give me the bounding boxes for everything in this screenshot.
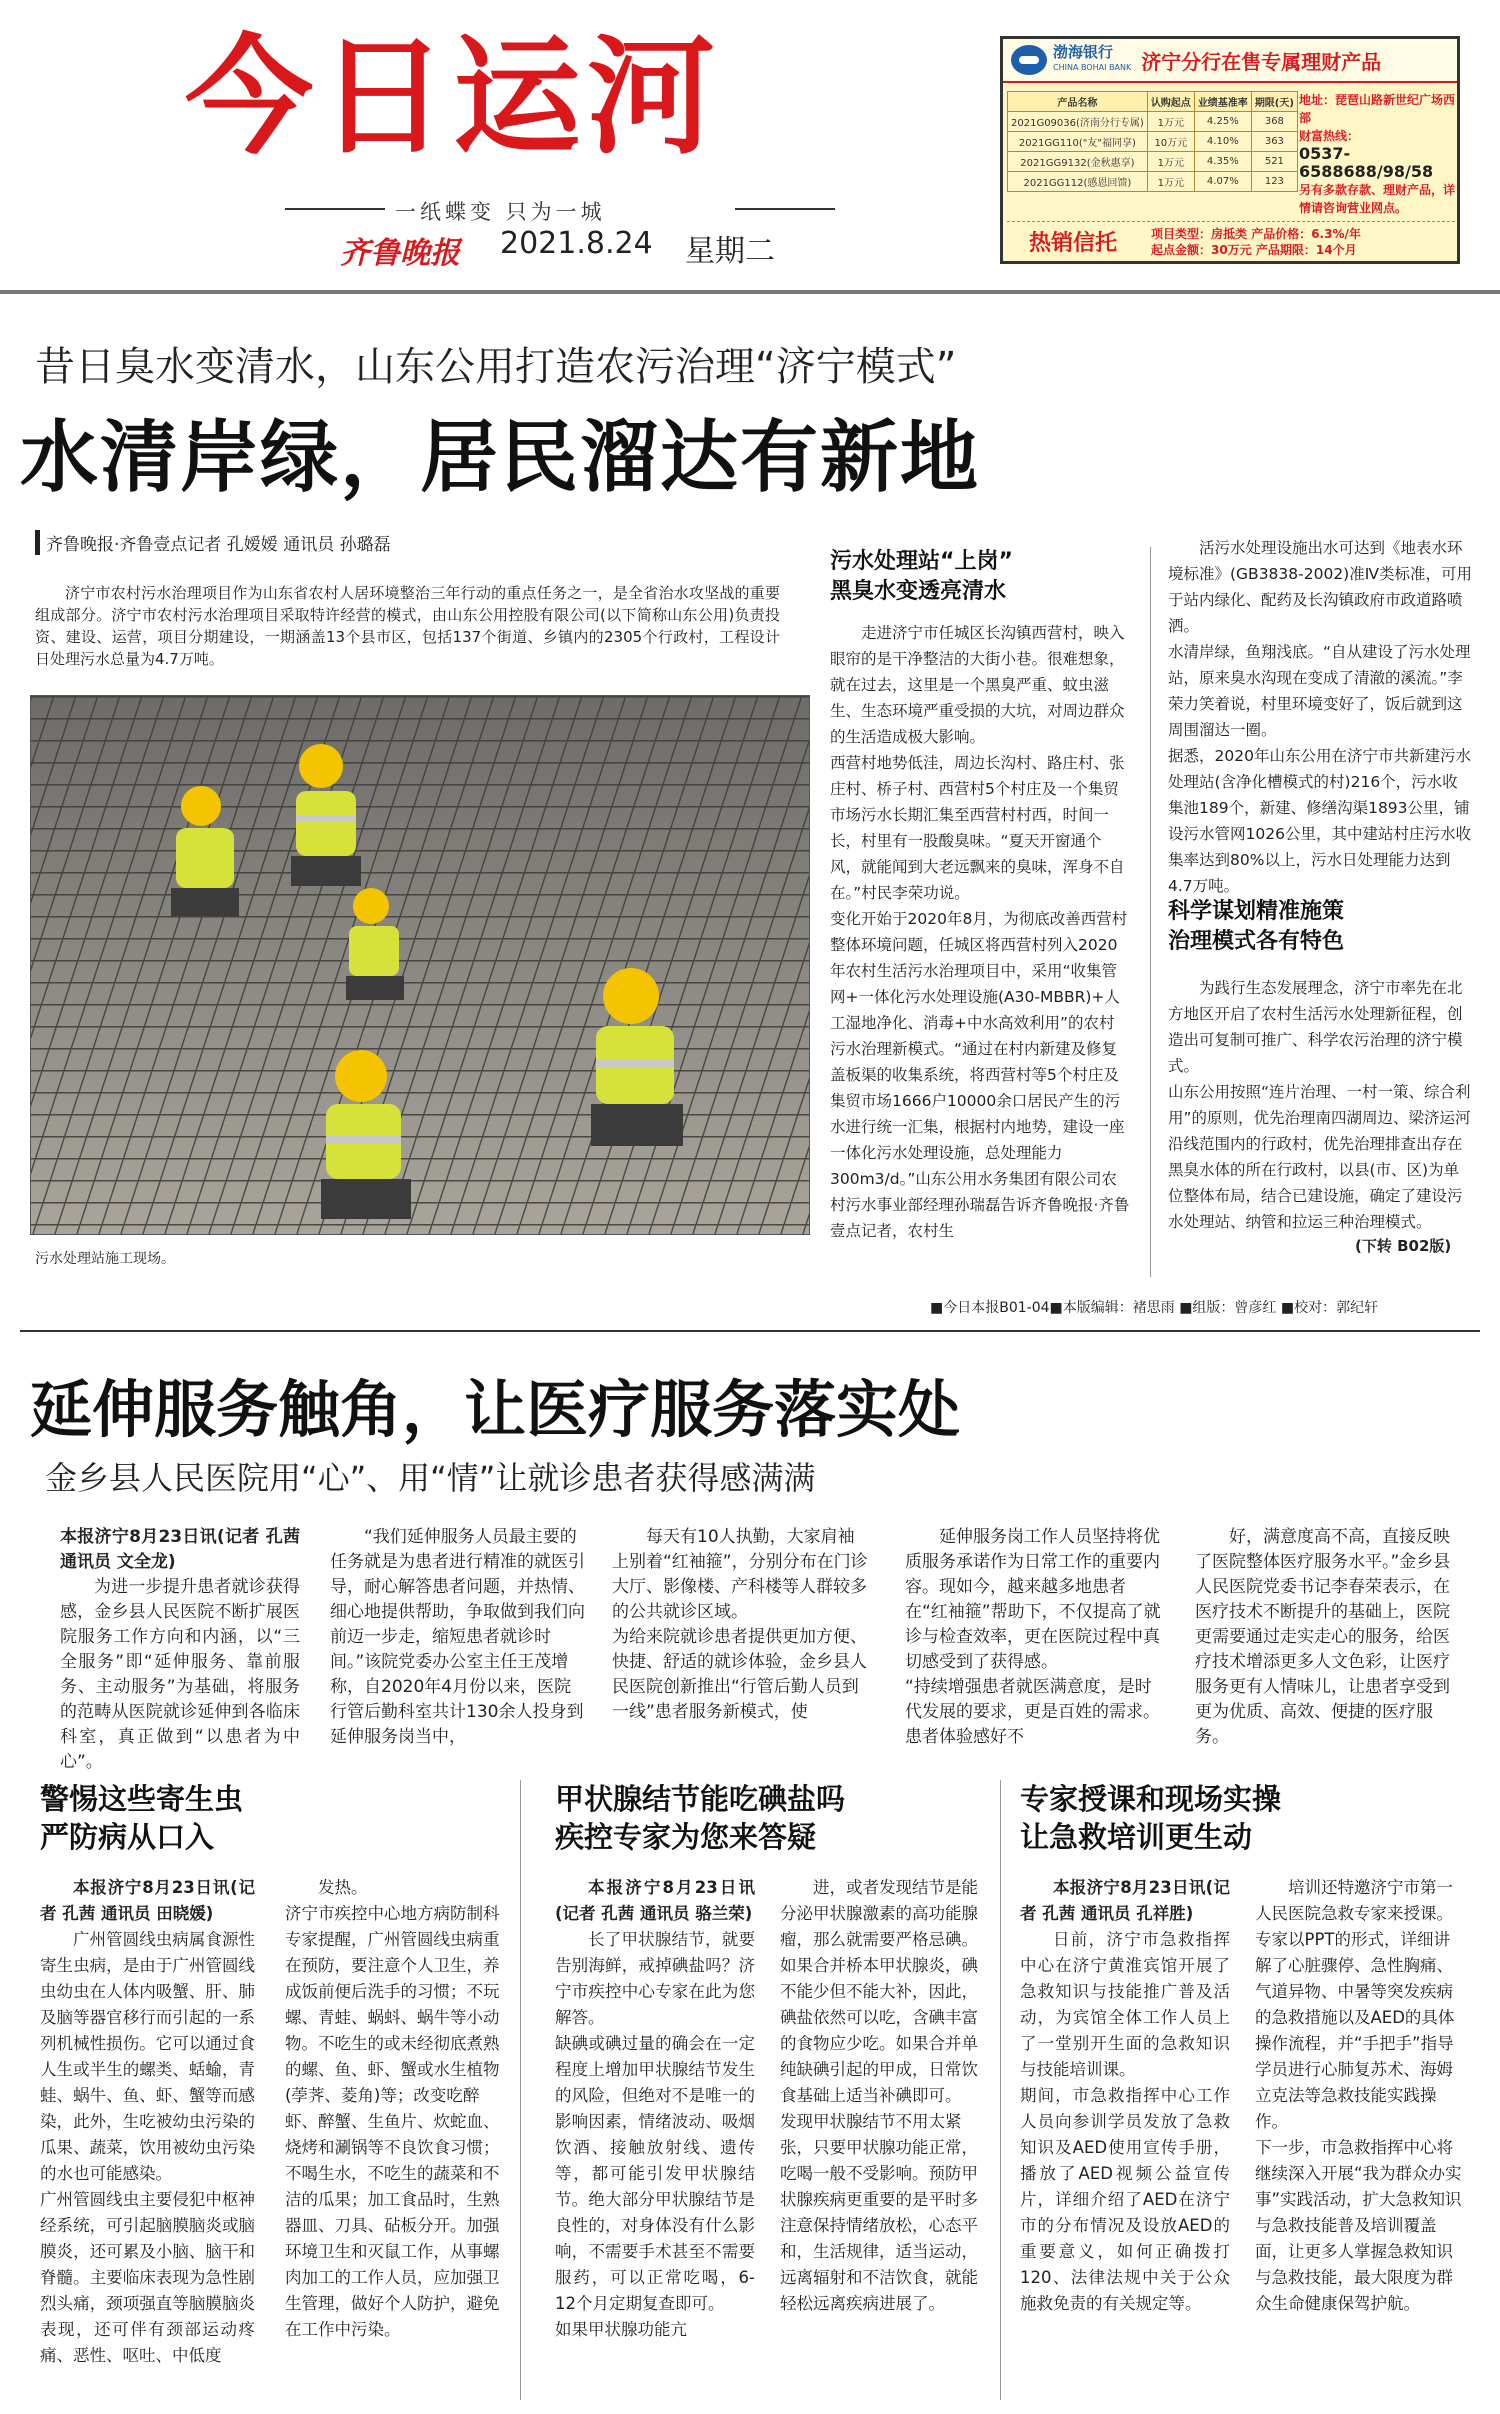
article2-headline: 延伸服务触角，让医疗服务落实处 bbox=[30, 1373, 961, 1446]
article5-column-1 bbox=[1020, 1875, 1230, 2317]
trust-terms: 项目类型：房抵类 产品价格：6.3%/年 起点金额：30万元 产品期限：14个月 bbox=[1151, 226, 1361, 257]
ad-table-row bbox=[1008, 112, 1298, 132]
column-divider-2 bbox=[520, 1780, 521, 2400]
article4-dateline: 本报济宁8月23日讯(记者 孔茜 通讯员 骆兰荣) bbox=[555, 1878, 755, 1923]
ad-table-row bbox=[1008, 132, 1298, 152]
article2-column-3: 每天有10人执勤，大家肩袖上别着“红袖箍”，分别分布在门诊大厅、影像楼、产科楼等人群较多的公共就诊区域。 为给来院就诊患者提供更加方便、快捷、舒适的就诊体验，金乡县人民医院创新推出“行管后勤人员到一线”患者服务新模式，使 bbox=[612, 1527, 868, 1722]
ad-trust-row bbox=[1007, 221, 1455, 261]
ad-title: 济宁分行在售专属理财产品 bbox=[1141, 49, 1382, 74]
ad-table-cell: 2021G09036(济南分行专属) bbox=[1008, 112, 1148, 132]
article5-headline: 专家授课和现场实操 让急救培训更生动 bbox=[1020, 1782, 1282, 1854]
ad-table-cell: 2021GG110("友"福同享) bbox=[1008, 132, 1148, 152]
article2-kicker: 金乡县人民医院用“心”、用“情”让就诊患者获得感满满 bbox=[45, 1459, 816, 1497]
paper-name-logo: 齐鲁晚报 bbox=[340, 236, 460, 271]
article4-col1-text: 长了甲状腺结节，就要告别海鲜，戒掉碘盐吗？济宁市疾控中心专家在此为您解答。 缺碘或碘过量的确会在一定程度上增加甲状腺结节发生的风险，但绝对不是唯一的影响因素，情绪波动、吸烟饮酒、接触放射线、遗传等，都可能引发甲状腺结节。绝大部分甲状腺结节是良性的，对身体没有什么影响，不需要手术甚至不需要服药，可以正常吃喝，6-12个月定期复查即可。 如果甲状腺功能亢 bbox=[555, 1930, 755, 2339]
article5-col1-text: 日前，济宁市急救指挥中心在济宁黄淮宾馆开展了急救知识与技能推广普及活动，为宾馆全体工作人员上了一堂别开生面的急救知识与技能培训课。 期间，市急救指挥中心工作人员向参训学员发放了急救知识及AED使用宣传手册，播放了AED视频公益宣传片，详细介绍了AED在济宁市的分布情况及设放AED的重要意义，如何正确拨打120、法律法规中关于公众施救免责的有关规定等。 bbox=[1020, 1930, 1230, 2313]
article3-col1-text: 广州管圆线虫病属食源性寄生虫病，是由于广州管圆线虫幼虫在人体内吸蟹、肝、肺及脑等器官移行而引起的一系列机械性损伤。它可以通过食人生或半生的螺类、蛞蝓，青蛙、蜗牛、鱼、虾、蟹等而感染，此外，生吃被幼虫污染的瓜果、蔬菜，饮用被幼虫污染的水也可能感染。 广州管圆线虫主要侵犯中枢神经系统，可引起脑膜脑炎或脑膜炎，还可累及小脑、脑干和脊髓。主要临床表现为急性剧烈头痛，颈项强直等脑膜脑炎表现，还可伴有颈部运动疼痛、恶性、呕吐、中低度 bbox=[40, 1930, 255, 2365]
ad-table-cell: 2021GG112(感恩回馈) bbox=[1008, 172, 1148, 192]
ad-table-header: 认购起点 bbox=[1147, 92, 1194, 112]
construction-photo bbox=[30, 695, 810, 1235]
ad-table-cell: 1万元 bbox=[1147, 112, 1194, 132]
ad-table-cell: 4.35% bbox=[1194, 152, 1251, 172]
article1-kicker: 昔日臭水变清水，山东公用打造农污治理“济宁模式” bbox=[35, 344, 957, 390]
article1-column-1: 走进济宁市任城区长沟镇西营村，映入眼帘的是干净整洁的大街小巷。很难想象，就在过去，这里是一个黑臭严重、蚊虫滋生、生态环境严重受损的大坑，对周边群众的生活造成极大影响。 西营村地势低洼，周边长沟村、路庄村、张庄村、桥子村、西营村5个村庄及一个集贸市场污水长期汇集至西营村村西，时间一长，村里有一股酸臭味。“夏天开窗通个风，就能闻到大老远飘来的臭味，浑身不自在。”村民李荣功说。 变化开始于2020年8月，为彻底改善西营村整体环境问题，任城区将西营村列入2020年农村生活污水治理项目中，采用“收集管网+一体化污水处理设施(A30-MBBR)+人工湿地净化、消毒+中水高效利用”的农村污水治理新模式。“通过在村内新建及修复盖板渠的收集系统，将西营村等5个村庄及集贸市场1666户10000余口居民产生的污水进行统一汇集，根据村内地势，建设一座一体化污水处理设施，总处理能力300m3/d。”山东公用水务集团有限公司农村污水事业部经理孙瑞磊告诉齐鲁晚报·齐鲁壹点记者，农村生 bbox=[830, 624, 1130, 1240]
construction-photo-illustration bbox=[31, 696, 810, 1235]
ad-table-cell: 4.07% bbox=[1194, 172, 1251, 192]
ad-table-cell: 1万元 bbox=[1147, 172, 1194, 192]
masthead-logo: 今日运河 bbox=[185, 23, 722, 172]
bank-name-cn: 渤海银行 bbox=[1053, 43, 1114, 61]
photo-caption: 污水处理站施工现场。 bbox=[35, 1251, 175, 1267]
issue-date: 2021.8.24 bbox=[500, 226, 653, 261]
article5-dateline: 本报济宁8月23日讯(记者 孔茜 通讯员 孔祥胜) bbox=[1020, 1878, 1230, 1923]
article1-column-2b: 为践行生态发展理念，济宁市率先在北方地区开启了农村生活污水处理新征程，创造出可复制可推广、科学农污治理的济宁模式。 山东公用按照“连片治理、一村一策、综合利用”的原则，优先治理南四湖周边、梁济运河沿线范围内的行政村，优先治理排查出存在黑臭水体的所在行政村，以县(市、区)为单位整体布局，结合已建设施，确定了建设污水处理站、纳管和拉运三种治理模式。 bbox=[1168, 979, 1471, 1231]
article4-column-1 bbox=[555, 1875, 755, 2343]
article2-column-5: 好，满意度高不高，直接反映了医院整体医疗服务水平。”金乡县人民医院党委书记李春荣表示，在医疗技术不断提升的基础上，医院更需要通过走实走心的服务，给医疗技术增添更多人文色彩，让医疗服务更有人情味儿，让患者享受到更为优质、高效、便捷的医疗服务。 bbox=[1195, 1527, 1451, 1747]
article2-col1-text: 为进一步提升患者就诊获得感，金乡县人民医院不断扩展医院服务工作方向和内涵，以“三全服务”即“延伸服务、靠前服务、主动服务”为基础，将服务的范畴从医院就诊延伸到各临床科室，真正做到“以患者为中心”。 bbox=[60, 1577, 300, 1772]
bank-name bbox=[1053, 45, 1131, 75]
bank-logo-icon bbox=[1011, 45, 1047, 75]
article2-dateline: 本报济宁8月23日讯(记者 孔茜 通讯员 文全龙) bbox=[60, 1527, 300, 1572]
article1-subhead-1: 污水处理站“上岗” 黑臭水变透亮清水 bbox=[830, 549, 1013, 604]
ad-note: 另有多款存款、理财产品，详情请咨询营业网点。 bbox=[1299, 183, 1456, 215]
ad-header bbox=[1003, 39, 1457, 83]
bank-name-en: CHINA BOHAI BANK bbox=[1053, 63, 1132, 72]
ad-table-cell: 368 bbox=[1251, 112, 1297, 132]
ad-table-cell: 4.10% bbox=[1194, 132, 1251, 152]
ad-table-row bbox=[1008, 172, 1298, 192]
article3-dateline: 本报济宁8月23日讯(记者 孔茜 通讯员 田晓媛) bbox=[40, 1878, 255, 1923]
bank-advertisement bbox=[1000, 36, 1460, 264]
ad-table-header: 产品名称 bbox=[1008, 92, 1148, 112]
article2-column-2: “我们延伸服务人员最主要的任务就是为患者进行精准的就医引导，耐心解答患者问题，并热情、细心地提供帮助，争取做到我们向前迈一步走，缩短患者就诊时间。”该院党委办公室主任王茂增称，自2020年4月份以来，医院行管后勤科室共计130余人投身到延伸服务岗当中， bbox=[330, 1527, 585, 1747]
article4-headline: 甲状腺结节能吃碘盐吗 疾控专家为您来答疑 bbox=[555, 1782, 846, 1854]
column-divider-3 bbox=[1000, 1780, 1001, 2400]
ad-table-header: 业绩基准率 bbox=[1194, 92, 1251, 112]
article1-byline: 齐鲁晚报·齐鲁壹点记者 孔嫒嫒 通讯员 孙璐磊 bbox=[35, 530, 391, 555]
ad-address: 地址：琵琶山路新世纪广场西部 bbox=[1299, 93, 1456, 125]
article1-column-2a: 活污水处理设施出水可达到《地表水环境标准》(GB3838-2002)准Ⅳ类标准，可用于站内绿化、配药及长沟镇政府市政道路喷洒。 水清岸绿，鱼翔浅底。“自从建设了污水处理站，原来臭水沟现在变成了清澈的溪流。”李荣力笑着说，村里环境变好了，饭后就到这周围溜达一圈。 据悉，2020年山东公用在济宁市共新建污水处理站(含净化槽模式的村)216个，污水收集池189个，新建、修缮沟渠1893公里，铺设污水管网1026公里，其中建站村庄污水收集率达到80%以上，污水日处理能力达到4.7万吨。 bbox=[1168, 539, 1473, 895]
column-divider bbox=[1150, 547, 1151, 1277]
article4-column-2: 进，或者发现结节是能分泌甲状腺激素的高功能腺瘤，那么就需要严格忌碘。如果合并桥本甲状腺炎，碘不能少但不能大补，因此，碘盐依然可以吃，含碘丰富的食物应少吃。如果合并单纯缺碘引起的甲成，日常饮食基础上适当补碘即可。 发现甲状腺结节不用太紧张，只要甲状腺功能正常，吃喝一般不受影响。预防甲状腺疾病更重要的是平时多注意保持情绪放松，心态平和，生活规律，适当运动，远离辐射和不洁饮食，就能轻松远离疾病进展了。 bbox=[780, 1878, 978, 2313]
ad-hotline-label: 财富热线： bbox=[1299, 129, 1360, 143]
trust-label: 热销信托 bbox=[1029, 231, 1118, 256]
article3-column-1 bbox=[40, 1875, 255, 2369]
article3-column-2: 发热。 济宁市疾控中心地方病防制科专家提醒，广州管圆线虫病重在预防，要注意个人卫生，养成饭前便后洗手的习惯；不玩螺、青蛙、蜗蚪、蜗牛等小动物。不吃生的或未经彻底煮熟的螺、鱼、虾、蟹或水生植物(荸荠、菱角)等；改变吃醉虾、醉蟹、生鱼片、炊蛇血、烧烤和涮锅等不良饮食习惯；不喝生水，不吃生的蔬菜和不洁的瓜果；加工食品时，生熟器皿、刀具、砧板分开。加强环境卫生和灭鼠工作，从事螺肉加工的工作人员，应加强卫生管理，做好个人防护，避免在工作中污染。 bbox=[285, 1878, 500, 2339]
ad-table-cell: 123 bbox=[1251, 172, 1297, 192]
ad-table-cell: 10万元 bbox=[1147, 132, 1194, 152]
ad-table-cell: 1万元 bbox=[1147, 152, 1194, 172]
issue-weekday: 星期二 bbox=[685, 234, 775, 269]
slogan-rule-right bbox=[735, 208, 835, 210]
masthead-slogan: 一纸蝶变 只为一城 bbox=[395, 200, 606, 224]
ad-table-cell: 363 bbox=[1251, 132, 1297, 152]
continue-note: (下转 B02版) bbox=[1355, 1237, 1452, 1255]
ad-contact bbox=[1299, 91, 1459, 217]
article5-column-2: 培训还特邀济宁市第一人民医院急救专家来授课。专家以PPT的形式，详细讲解了心脏骤停、急性胸痛、气道异物、中暑等突发疾病的急救措施以及AED的具体操作流程，并“手把手”指导学员进行心肺复苏术、海姆立克法等急救技能实践操作。 下一步，市急救指挥中心将继续深入开展“我为群众办实事”实践活动，扩大急救知识与急救技能普及培训覆盖面，让更多人掌握急救知识与急救技能，最大限度为群众生命健康保驾护航。 bbox=[1255, 1878, 1462, 2313]
ad-table-cell: 2021GG9132(金秋惠享) bbox=[1008, 152, 1148, 172]
article1-headline: 水清岸绿，居民溜达有新地 bbox=[20, 413, 981, 503]
article3-headline: 警惕这些寄生虫 严防病从口入 bbox=[40, 1782, 244, 1854]
ad-table-cell: 521 bbox=[1251, 152, 1297, 172]
edition-credits: ■今日本报B01-04■本版编辑：褚思雨 ■组版：曾彦红 ■校对：郭纪轩 bbox=[930, 1300, 1379, 1316]
article2-column-1 bbox=[60, 1525, 300, 1775]
slogan-rule-left bbox=[285, 208, 385, 210]
section-rule bbox=[20, 1330, 1480, 1332]
ad-table-header: 期限(天) bbox=[1251, 92, 1297, 112]
product-table bbox=[1007, 91, 1298, 192]
article2-column-4: 延伸服务岗工作人员坚持将优质服务承诺作为日常工作的重要内容。现如今，越来越多地患者在“红袖箍”帮助下，不仅提高了就诊与检查效率，更在医院过程中真切感受到了获得感。 “持续增强患者就医满意度，是时代发展的要求，更是百姓的需求。患者体验感好不 bbox=[905, 1527, 1161, 1747]
ad-table-cell: 4.25% bbox=[1194, 112, 1251, 132]
article1-subhead-2: 科学谋划精准施策 治理模式各有特色 bbox=[1168, 899, 1345, 954]
ad-table-row bbox=[1008, 152, 1298, 172]
ad-phone: 0537-6588688/98/58 bbox=[1299, 144, 1434, 181]
masthead-rule bbox=[0, 290, 1500, 294]
article1-lead: 济宁市农村污水治理项目作为山东省农村人居环境整治三年行动的重点任务之一，是全省治水攻坚战的重要组成部分。济宁市农村污水治理项目采取特许经营的模式，由山东公用控股有限公司(以下简称山东公用)负责投资、建设、运营，项目分期建设，一期涵盖13个县市区，包括137个街道、乡镇内的2305个行政村，工程设计日处理污水总量为4.7万吨。 bbox=[35, 584, 780, 668]
